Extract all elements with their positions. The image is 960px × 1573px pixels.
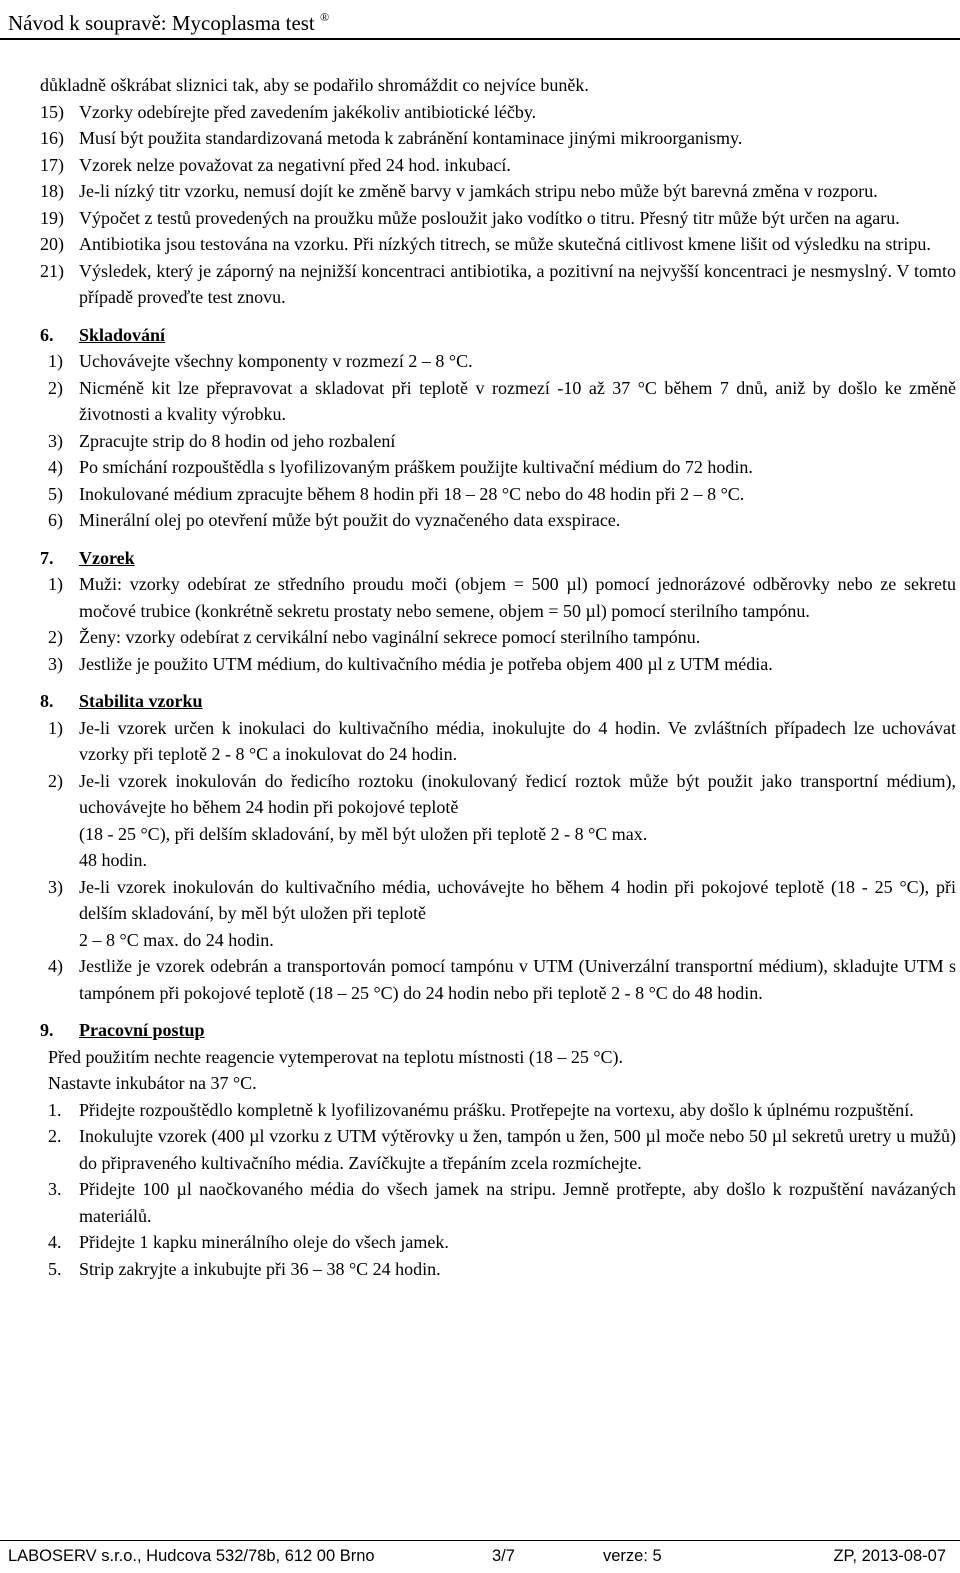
list-item	[40, 953, 956, 1006]
list-item-text: Minerální olej po otevření může být použit do vyznačeného data exspirace.	[79, 510, 621, 530]
list-item	[40, 874, 956, 954]
list-item	[40, 768, 956, 874]
section-title: Pracovní postup	[79, 1020, 205, 1040]
list-item-text: Uchovávejte všechny komponenty v rozmezí 2 – 8 °C.	[79, 351, 473, 371]
registered-mark: ®	[320, 10, 330, 24]
list-item-number: 4.	[48, 1232, 62, 1252]
document-header	[8, 3, 329, 37]
section-title: Skladování	[79, 324, 166, 345]
list-item-number: 21)	[40, 260, 64, 281]
list-item	[40, 348, 956, 375]
list-item-number: 4)	[48, 956, 63, 976]
list-item-number: 5.	[48, 1258, 62, 1279]
list-item	[40, 481, 956, 508]
list-item	[40, 624, 956, 651]
header-divider	[0, 38, 960, 40]
list-item-text: Přidejte rozpouštědlo kompletně k lyofilizovanému prášku. Protřepejte na vortexu, aby došlo k úplnému rozpuštění.	[79, 1099, 914, 1120]
list-item-text: Ženy: vzorky odebírat z cervikální nebo vaginální sekrece pomocí sterilního tampónu.	[79, 627, 701, 647]
section-heading	[40, 545, 956, 572]
footer-divider	[0, 1540, 960, 1541]
list-item-number: 16)	[40, 128, 64, 148]
list-item	[40, 507, 956, 534]
list-item	[40, 1123, 956, 1176]
list-item-text: Muži: vzorky odebírat ze středního proudu moči (objem = 500 µl) pomocí jednorázové odběrovky nebo ze sekretu močové trubice (konkrétně sekretu prostaty nebo semene, objem = 50 µl) pomocí sterilního tampónu.	[79, 574, 956, 621]
intro-continuation	[40, 72, 956, 99]
list-item-number: 2)	[48, 377, 63, 398]
list-item	[40, 571, 956, 624]
list-item	[40, 152, 956, 179]
list-item-text: Inokulujte vzorek (400 µl vzorku z UTM výtěrovky u žen, tampón u žen, 500 µl moče nebo 50 µl sekretů uretry u mužů) do připraveného kultivačního média. Zavíčkujte a třepáním zcela rozmíchejte.	[79, 1126, 956, 1173]
section-number: 6.	[40, 324, 54, 345]
section	[40, 545, 956, 678]
footer-page-number: 3/7	[492, 1547, 515, 1565]
list-item-number: 1)	[48, 574, 63, 594]
list-item-number: 5)	[48, 483, 63, 504]
list-item	[40, 1097, 956, 1124]
intro-list	[40, 99, 956, 311]
list-item	[40, 231, 956, 258]
list-item-number: 18)	[40, 181, 64, 201]
list-item	[40, 125, 956, 152]
list-item	[40, 1229, 956, 1256]
list-item-text: Vzorky odebírejte před zavedením jakékoliv antibiotické léčby.	[79, 101, 537, 122]
list-item-text: Přidejte 1 kapku minerálního oleje do všech jamek.	[79, 1232, 449, 1252]
list-item-number: 2)	[48, 627, 63, 647]
section-title: Stabilita vzorku	[79, 691, 203, 711]
section	[40, 322, 956, 534]
section-title: Vzorek	[79, 547, 135, 568]
list-item-number: 2)	[48, 770, 63, 791]
section-heading	[40, 322, 956, 349]
section-number: 7.	[40, 547, 54, 568]
list-item-text: Jestliže je použito UTM médium, do kultivačního média je potřeba objem 400 µl z UTM média.	[79, 653, 773, 674]
list-item-text: Po smíchání rozpouštědla s lyofilizovaným práškem použijte kultivační médium do 72 hodin.	[79, 457, 753, 477]
list-item-text: Jestliže je vzorek odebrán a transportován pomocí tampónu v UTM (Univerzální transportní médium), skladujte UTM s tampónem při pokojové teplotě (18 – 25 °C) do 24 hodin nebo při teplotě 2 - 8 °C do 48 hodin.	[79, 956, 956, 1003]
list-item-text: Vzorek nelze považovat za negativní před 24 hod. inkubací.	[79, 154, 511, 175]
list-item-number: 1.	[48, 1099, 62, 1120]
section-heading	[40, 688, 956, 715]
list-item	[40, 1176, 956, 1229]
list-item-number: 19)	[40, 207, 64, 228]
list-item-text: Musí být použita standardizovaná metoda k zabránění kontaminace jinými mikroorganismy.	[79, 128, 743, 148]
list-item-text: Nicméně kit lze přepravovat a skladovat při teplotě v rozmezí -10 až 37 °C během 7 dnů, aniž by došlo ke změně životnosti a kvality výrobku.	[79, 377, 956, 424]
list-item-text: Zpracujte strip do 8 hodin od jeho rozbalení	[79, 430, 396, 451]
list-item	[40, 715, 956, 768]
list-item-number: 6)	[48, 510, 63, 530]
sections	[40, 322, 956, 1283]
section-paragraph: Nastavte inkubátor na 37 °C.	[48, 1073, 257, 1093]
list-item-number: 1)	[48, 717, 63, 738]
list-item-number: 3)	[48, 653, 63, 674]
list-item	[40, 205, 956, 232]
footer-version: verze: 5	[603, 1547, 662, 1565]
list-item	[40, 375, 956, 428]
list-item-number: 4)	[48, 457, 63, 477]
intro-continuation-text: důkladně oškrábat sliznici tak, aby se podařilo shromáždit co nejvíce buněk.	[40, 75, 589, 95]
list-item-text: Je-li vzorek inokulován do ředicího roztoku (inokulovaný ředicí roztok může být použit jako transportní médium), uchovávejte ho během 24 hodin při pokojové teplotě (18 - 25 °C), při delším skladování, by měl být uložen při teplotě 2 - 8 °C max. 48 hodin.	[79, 770, 956, 870]
list-item-number: 3.	[48, 1179, 62, 1199]
list-item-number: 15)	[40, 101, 64, 122]
document-body	[40, 72, 956, 1282]
header-title: Návod k soupravě: Mycoplasma test	[8, 11, 315, 35]
list-item-text: Inokulované médium zpracujte během 8 hodin při 18 – 28 °C nebo do 48 hodin při 2 – 8 °C.	[79, 483, 745, 504]
list-item-number: 17)	[40, 154, 64, 175]
list-item	[40, 258, 956, 311]
list-item-text: Přidejte 100 µl naočkovaného média do všech jamek na stripu. Jemně protřepte, aby došlo k rozpuštění navázaných materiálů.	[79, 1179, 956, 1226]
list-item-number: 20)	[40, 234, 64, 254]
section-number: 8.	[40, 691, 54, 711]
list-item-text: Je-li vzorek inokulován do kultivačního média, uchovávejte ho během 4 hodin při pokojové teplotě (18 - 25 °C), při delším skladování, by měl být uložen při teplotě 2 – 8 °C max. do 24 hodin.	[79, 876, 956, 950]
list-item-text: Je-li vzorek určen k inokulaci do kultivačního média, inokulujte do 4 hodin. Ve zvláštních případech lze uchovávat vzorky při teplotě 2 - 8 °C a inokulovat do 24 hodin.	[79, 717, 956, 764]
list-item-number: 3)	[48, 876, 63, 897]
section	[40, 688, 956, 1006]
footer-doc-id: ZP, 2013-08-07	[833, 1547, 946, 1565]
list-item-number: 2.	[48, 1126, 62, 1146]
list-item	[40, 651, 956, 678]
list-item-text: Antibiotika jsou testována na vzorku. Při nízkých titrech, se může skutečná citlivost kmene lišit od výsledku na stripu.	[79, 234, 931, 254]
section-paragraph: Před použitím nechte reagencie vytemperovat na teplotu místnosti (18 – 25 °C).	[48, 1046, 624, 1067]
list-item-text: Je-li nízký titr vzorku, nemusí dojít ke změně barvy v jamkách stripu nebo může být barevná změna v rozporu.	[79, 181, 878, 201]
section	[40, 1017, 956, 1282]
list-item	[40, 454, 956, 481]
list-item	[40, 178, 956, 205]
section-heading	[40, 1017, 956, 1044]
footer-company: LABOSERV s.r.o., Hudcova 532/78b, 612 00 Brno	[8, 1547, 375, 1565]
list-item-number: 1)	[48, 351, 63, 371]
list-item-text: Výpočet z testů provedených na proužku může posloužit jako vodítko o titru. Přesný titr může být určen na agaru.	[79, 207, 900, 228]
list-item	[40, 1256, 956, 1283]
section-number: 9.	[40, 1020, 54, 1040]
list-item	[40, 428, 956, 455]
list-item-text: Výsledek, který je záporný na nejnižší koncentraci antibiotika, a pozitivní na nejvyšší koncentraci je nesmyslný. V tomto případě proveďte test znovu.	[79, 260, 956, 307]
list-item-number: 3)	[48, 430, 63, 451]
list-item-text: Strip zakryjte a inkubujte při 36 – 38 °C 24 hodin.	[79, 1258, 441, 1279]
list-item	[40, 99, 956, 126]
